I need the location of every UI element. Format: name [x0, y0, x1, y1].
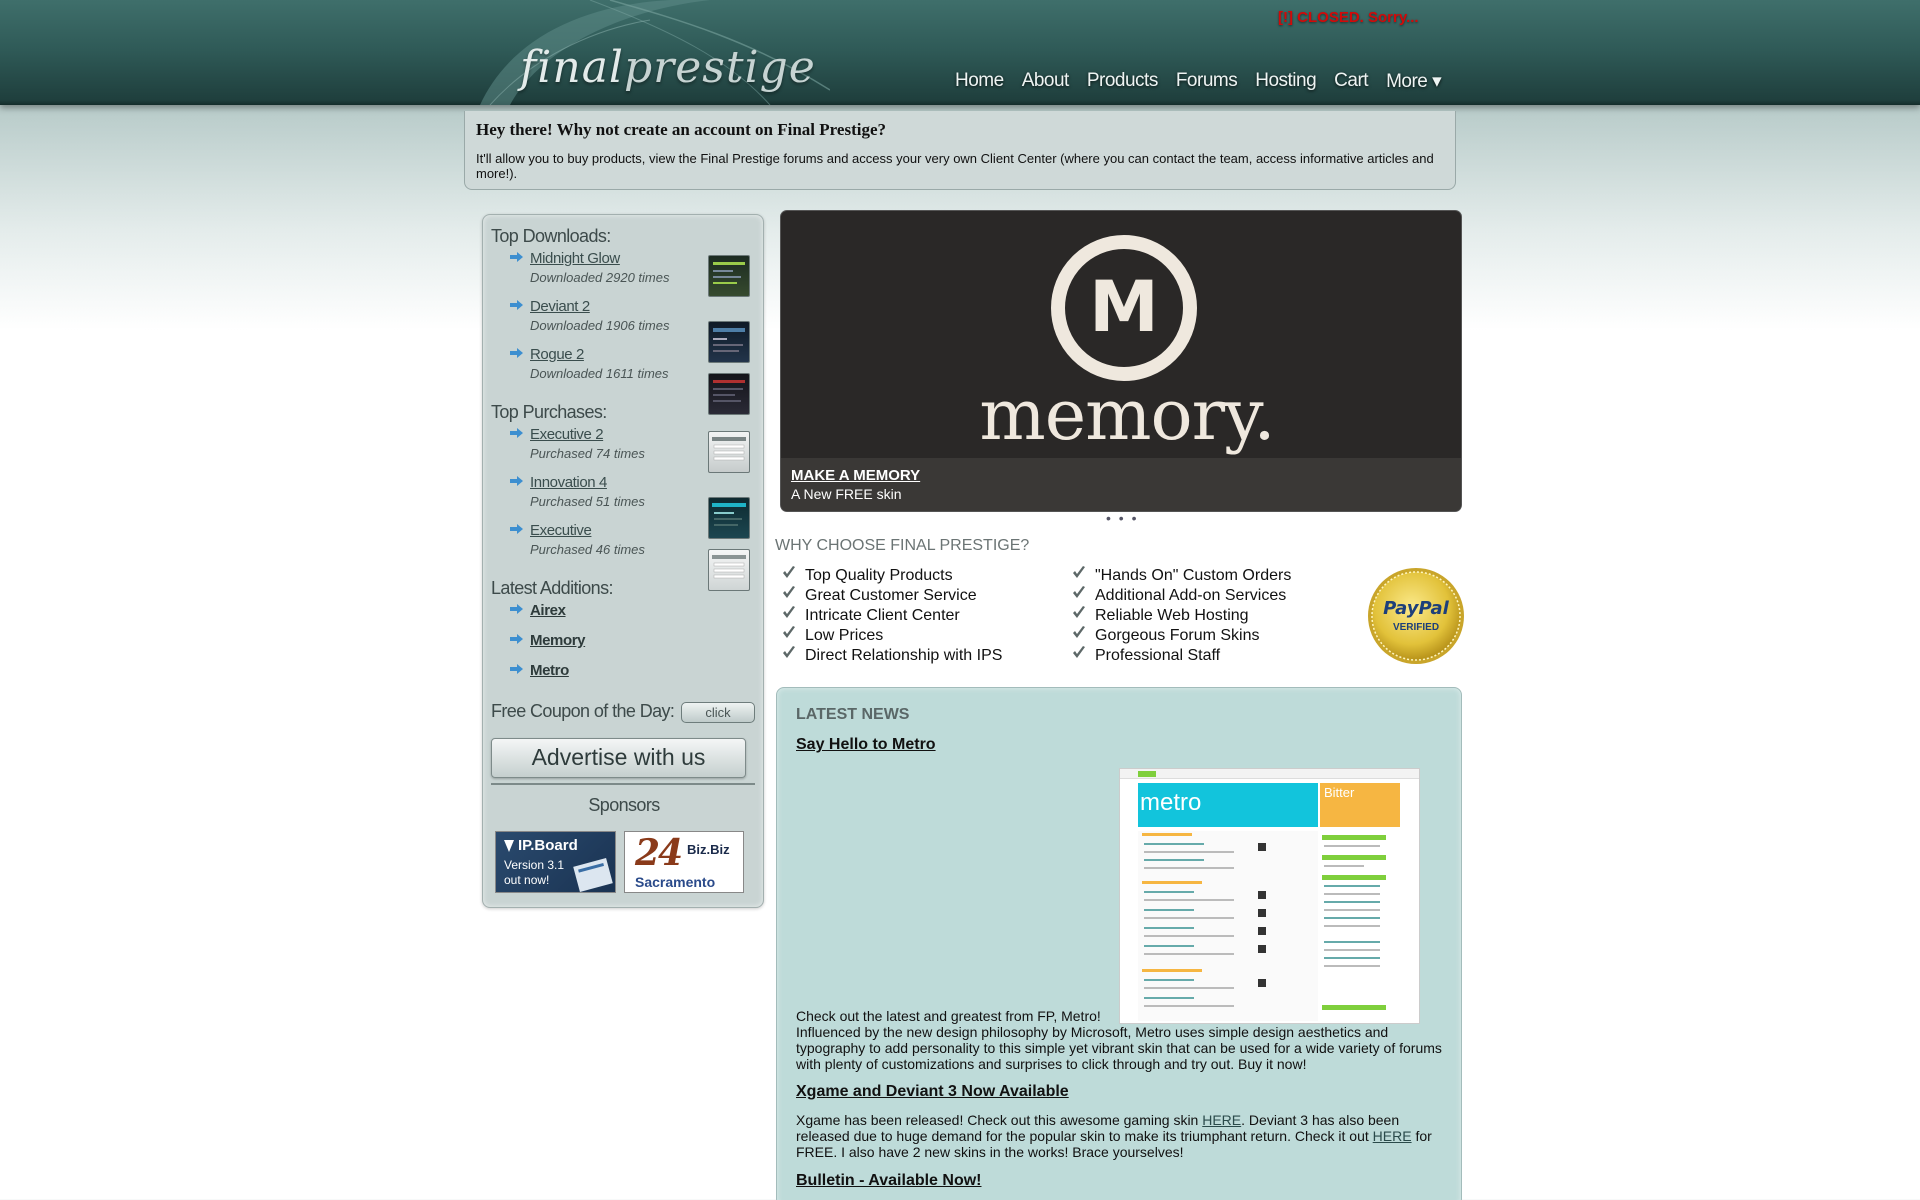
nav-home[interactable]: Home: [955, 70, 1004, 91]
ipboard-tagline: out now!: [504, 873, 550, 887]
sidebar: [482, 214, 764, 908]
why-item: Reliable Web Hosting: [1095, 607, 1249, 624]
arrow-bullet-icon: [510, 252, 523, 262]
coupon-label: Free Coupon of the Day:: [491, 701, 675, 721]
purchase-count: Purchased 74 times: [530, 446, 645, 461]
arrow-bullet-icon: [510, 348, 523, 358]
rogue-2-thumbnail[interactable]: [708, 373, 750, 415]
sponsor-24biz-banner[interactable]: [624, 831, 744, 893]
why-item: Direct Relationship with IPS: [805, 647, 1003, 664]
slide-subtitle: A New FREE skin: [791, 486, 902, 502]
ipboard-version: Version 3.1: [504, 858, 565, 872]
executive-thumbnail[interactable]: [708, 549, 750, 591]
check-icon: [782, 566, 796, 580]
top-purchase-link[interactable]: Executive 2: [530, 426, 604, 443]
svg-text:VERIFIED: VERIFIED: [1392, 622, 1440, 633]
ipboard-title: IP.Board: [518, 837, 578, 854]
check-icon: [1072, 566, 1086, 580]
nav-hosting[interactable]: Hosting: [1255, 70, 1317, 91]
metro-skin-screenshot[interactable]: [1119, 768, 1420, 1024]
site-logo[interactable]: finalprestige: [520, 42, 816, 93]
account-banner: [464, 111, 1456, 190]
download-count: Downloaded 1611 times: [530, 366, 669, 381]
news-article-title[interactable]: Say Hello to Metro: [796, 736, 936, 753]
closed-notice: [!] CLOSED. Sorry...: [1278, 9, 1419, 26]
latest-news-panel: [776, 687, 1462, 1200]
innovation-4-thumbnail[interactable]: [708, 497, 750, 539]
main-nav: [955, 70, 1459, 93]
top-download-link[interactable]: Deviant 2: [530, 298, 590, 315]
arrow-bullet-icon: [510, 476, 523, 486]
why-item: "Hands On" Custom Orders: [1095, 567, 1292, 584]
paypal-verified-badge[interactable]: [1366, 566, 1466, 666]
nav-products[interactable]: Products: [1086, 70, 1158, 91]
executive-2-thumbnail[interactable]: [708, 431, 750, 473]
deviant-3-here-link[interactable]: HERE: [1372, 1128, 1412, 1144]
24biz-location: Sacramento: [635, 874, 716, 890]
why-choose-heading: WHY CHOOSE FINAL PRESTIGE?: [775, 537, 1030, 554]
arrow-bullet-icon: [510, 604, 523, 614]
check-icon: [782, 646, 796, 660]
news-article-body: Influenced by the new design philosophy by Microsoft, Metro uses simple design aesthetics and typography to add personality to this simple yet vibrant skin that can be used for a wide variety of forums with plenty of customizations and surprises to click through and try out. Buy it now!: [796, 1024, 1442, 1072]
slider-pagination-dots[interactable]: • • •: [1106, 510, 1139, 526]
memory-logo-icon: [1049, 233, 1199, 383]
slide-caption: [781, 458, 1462, 512]
metro-screenshot-side-title: Bitter: [1324, 785, 1355, 800]
top-purchases-heading: Top Purchases:: [491, 402, 607, 422]
account-banner-text: It'll allow you to buy products, view the Final Prestige forums and access your very own Client Center (where you can contact the team, access informative articles and more!).: [476, 151, 1434, 181]
sponsors-heading: Sponsors: [588, 795, 660, 815]
news-article-intro: Check out the latest and greatest from FP, Metro!: [796, 1008, 1101, 1024]
nav-cart[interactable]: Cart: [1334, 70, 1369, 91]
latest-addition-link[interactable]: Metro: [530, 662, 569, 679]
why-item: Professional Staff: [1095, 647, 1221, 664]
purchase-count: Purchased 51 times: [530, 494, 645, 509]
top-purchase-link[interactable]: Innovation 4: [530, 474, 607, 491]
arrow-bullet-icon: [510, 428, 523, 438]
check-icon: [782, 626, 796, 640]
why-item: Great Customer Service: [805, 587, 977, 604]
metro-screenshot-content: [1138, 831, 1418, 1021]
arrow-bullet-icon: [510, 634, 523, 644]
latest-addition-link[interactable]: Airex: [530, 602, 566, 619]
latest-additions-heading: Latest Additions:: [491, 578, 613, 598]
check-icon: [1072, 646, 1086, 660]
news-article-body: Xgame has been released! Check out this awesome gaming skin HERE. Deviant 3 has also been released due to huge demand for the popular skin to make its triumphant return. Check it out HERE for FREE. I also have 2 new skins in the works! Brace yourselves!: [796, 1112, 1432, 1160]
account-banner-title: Hey there! Why not create an account on Final Prestige?: [476, 120, 886, 139]
arrow-bullet-icon: [510, 300, 523, 310]
why-item: Gorgeous Forum Skins: [1095, 627, 1260, 644]
top-download-link[interactable]: Midnight Glow: [530, 250, 620, 267]
check-icon: [782, 586, 796, 600]
why-item: Low Prices: [805, 627, 884, 644]
deviant-2-thumbnail[interactable]: [708, 321, 750, 363]
svg-text:M: M: [1089, 266, 1159, 348]
news-article-title[interactable]: Bulletin - Available Now!: [796, 1172, 982, 1189]
nav-more-dropdown[interactable]: More ▾: [1386, 71, 1442, 92]
memory-wordmark: memory.: [979, 374, 1275, 456]
top-purchase-link[interactable]: Executive: [530, 522, 592, 539]
sponsor-ipboard-banner[interactable]: [495, 831, 616, 893]
purchase-count: Purchased 46 times: [530, 542, 645, 557]
midnight-glow-thumbnail[interactable]: [708, 255, 750, 297]
nav-forums[interactable]: Forums: [1175, 70, 1238, 91]
featured-slider[interactable]: [780, 210, 1462, 512]
metro-screenshot-title: metro: [1140, 789, 1202, 816]
check-icon: [1072, 606, 1086, 620]
24biz-number: 24: [635, 832, 682, 874]
nav-about[interactable]: About: [1021, 70, 1069, 91]
arrow-bullet-icon: [510, 524, 523, 534]
24biz-name: Biz.Biz: [687, 842, 730, 857]
news-article-title[interactable]: Xgame and Deviant 3 Now Available: [796, 1083, 1069, 1100]
advertise-button[interactable]: Advertise with us: [491, 738, 746, 778]
download-count: Downloaded 2920 times: [530, 270, 670, 285]
why-item: Intricate Client Center: [805, 607, 960, 624]
check-icon: [1072, 626, 1086, 640]
arrow-bullet-icon: [510, 664, 523, 674]
check-icon: [1072, 586, 1086, 600]
latest-addition-link[interactable]: Memory: [530, 632, 586, 649]
slide-title-link[interactable]: MAKE A MEMORY: [791, 467, 921, 484]
latest-news-heading: LATEST NEWS: [796, 706, 910, 723]
site-header: [0, 0, 1920, 105]
sidebar-divider: [491, 783, 755, 785]
why-item: Top Quality Products: [805, 567, 953, 584]
why-item: Additional Add-on Services: [1095, 587, 1287, 604]
download-count: Downloaded 1906 times: [530, 318, 670, 333]
top-download-link[interactable]: Rogue 2: [530, 346, 584, 363]
check-icon: [782, 606, 796, 620]
xgame-here-link[interactable]: HERE: [1202, 1112, 1242, 1128]
svg-text:PayPal: PayPal: [1383, 598, 1449, 619]
coupon-click-button[interactable]: click: [681, 702, 755, 723]
top-downloads-heading: Top Downloads:: [491, 226, 611, 246]
